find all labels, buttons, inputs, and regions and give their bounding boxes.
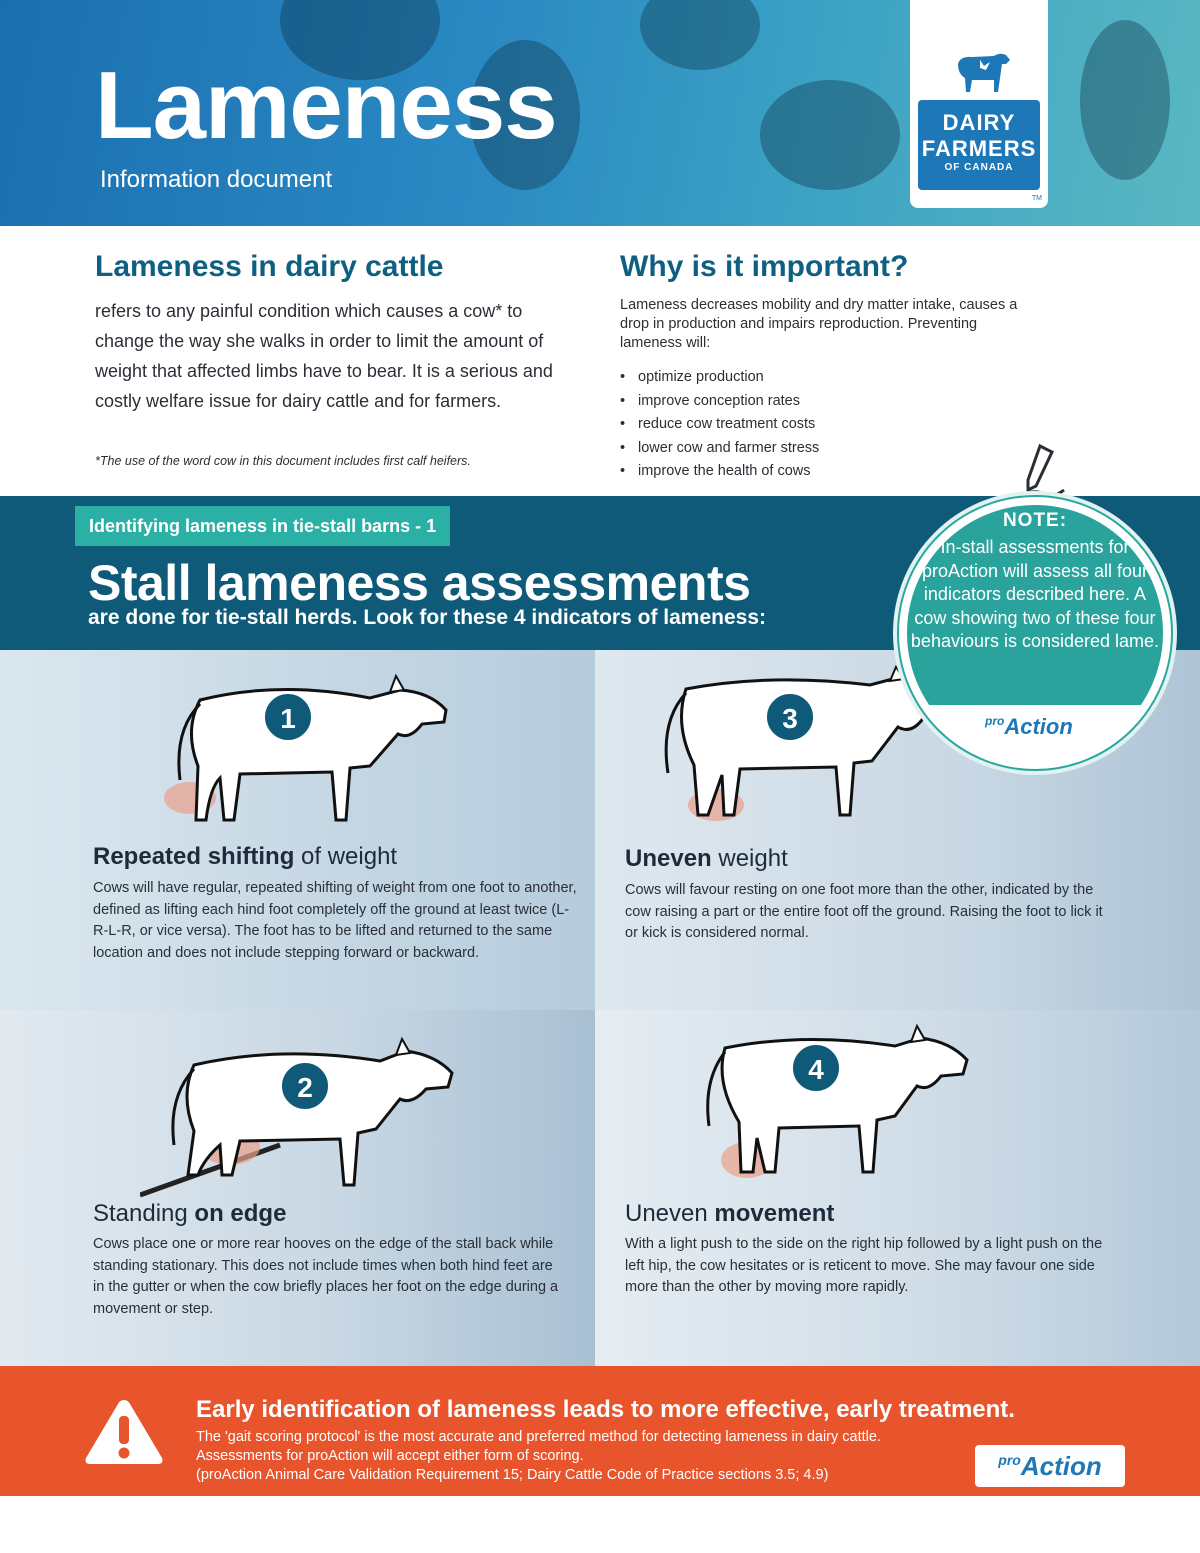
proaction-logo: $^{pro}$Action: [985, 714, 1073, 739]
indicator-number: 2: [280, 1061, 330, 1111]
indicator-title: Uneven movement: [625, 1200, 835, 1227]
indicator-number: 1: [263, 692, 313, 742]
cow-hide-spot: [640, 0, 760, 70]
footer-body: The 'gait scoring protocol' is the most accurate and preferred method for detecting lameness in dairy cattle. Assessments for proAction will accept either form of scoring. (proAction Animal Care Validation Requirement 15; Dairy Cattle Code of Practice sections 3.5; 4.9): [196, 1429, 881, 1483]
indicator-number: 4: [791, 1043, 841, 1093]
indicator-title: Uneven weight: [625, 845, 788, 872]
page-title: Lameness: [95, 52, 557, 159]
indicator-body: Cows place one or more rear hooves on the edge of the stall back while standing stationary. This does not include times when both hind feet are in the gutter or when the cow briefly places her foot on the edge during a movement or step.: [93, 1236, 559, 1317]
section-tag: Identifying lameness in tie-stall barns - 1: [75, 506, 450, 546]
note-content: [907, 510, 1163, 654]
indicator-body: Cows will have regular, repeated shifting of weight from one foot to another, defined as lifting each hind foot completely off the ground at least twice (L-R-L-R, or vice versa). The foot has to be lifted and returned to the same location and does not include stepping forward or backward.: [93, 880, 577, 961]
proaction-logo: $^{pro}$Action: [975, 1445, 1125, 1487]
trademark: TM: [1031, 195, 1042, 202]
indicator-body: Cows will favour resting on one foot more than the other, indicated by the cow raising a part or the entire foot off the ground. Raising the foot to lick it or kick is considered normal.: [625, 882, 1103, 941]
page-subtitle: Information document: [100, 166, 333, 193]
section-subtitle: are done for tie-stall herds. Look for these 4 indicators of lameness:: [88, 606, 766, 629]
indicator-body: With a light push to the side on the right hip followed by a light push on the left hip, the cow hesitates or is reticent to move. She may favour one side more than the other by moving more rapidly.: [625, 1236, 1103, 1295]
intro-footnote: *The use of the word cow in this document includes first calf heifers.: [95, 454, 471, 468]
cow-illustration: [160, 670, 460, 840]
cow-logo-icon: [950, 48, 1014, 96]
section-title: Stall lameness assessments: [88, 555, 751, 611]
cow-hide-spot: [760, 80, 900, 190]
indicator-cell-1: [0, 650, 595, 1010]
list-item: • improve conception rates: [620, 390, 819, 414]
note-title: NOTE:: [1002, 510, 1068, 531]
footer-heading: Early identification of lameness leads to more effective, early treatment.: [196, 1396, 1015, 1423]
intro-body: refers to any painful condition which causes a cow* to change the way she walks in order to limit the amount of weight that affected limbs have to bear. It is a serious and costly welfare issue for dairy cattle and for farmers.: [95, 301, 553, 411]
list-item: • improve the health of cows: [620, 460, 819, 484]
list-item: • lower cow and farmer stress: [620, 437, 819, 461]
indicator-title: Standing on edge: [93, 1200, 287, 1227]
indicator-cell-4: [595, 1010, 1200, 1366]
list-item: • optimize production: [620, 366, 819, 390]
why-body: Lameness decreases mobility and dry matter intake, causes a drop in production and impairs reproduction. Preventing lameness will:: [620, 297, 1018, 351]
cow-illustration: [695, 1022, 995, 1192]
logo-wordmark: DAIRY FARMERS OF CANADA: [918, 100, 1040, 190]
cow-hide-spot: [1080, 20, 1170, 180]
dairy-farmers-logo: [910, 0, 1048, 208]
indicator-number: 3: [765, 692, 815, 742]
list-item: • reduce cow treatment costs: [620, 413, 819, 437]
why-list: [620, 366, 819, 484]
why-heading: Why is it important?: [620, 250, 909, 283]
indicator-title: Repeated shifting of weight: [93, 843, 398, 870]
intro-heading: Lameness in dairy cattle: [95, 250, 444, 283]
note-body: In-stall assessments for proAction will assess all four indicators described here. A cow showing two of these four behaviours is considered lame.: [910, 537, 1160, 651]
indicator-cell-2: [0, 1010, 595, 1366]
warning-icon: [82, 1396, 166, 1468]
